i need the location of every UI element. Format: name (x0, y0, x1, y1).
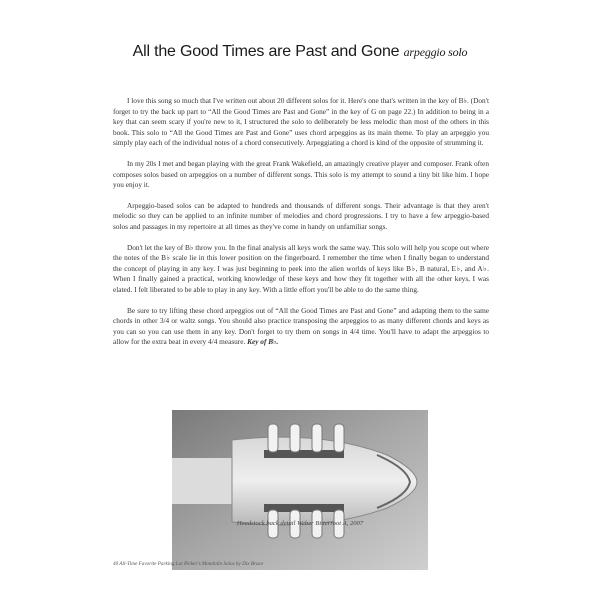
paragraph-5 (113, 306, 489, 348)
title-subtitle: arpeggio solo (403, 45, 468, 59)
paragraph-2: In my 20s I met and began playing with the great Frank Wakefield, an amazingly creative player and composer. Frank often composes solos based on arpeggios on a number of different songs. This solo is my attempt to sound a tiny bit like him. I hope you enjoy it. (113, 158, 489, 190)
headstock-photo (172, 410, 428, 570)
tuner-peg-icon (268, 424, 278, 452)
page-footer: 40 All-Time Favorite Parking Lot Picker's Mandolin Solos by Dix Bruce (113, 561, 264, 567)
page-title (0, 43, 600, 61)
tuner-peg-icon (312, 424, 322, 452)
paragraph-4: Don't let the key of B♭ throw you. In the final analysis all keys work the same way. This solo will help you scope out where the notes of the B♭ scale lie in this lower position on the fingerboard. I remember the time when I finally began to understand the concept of playing in any key. I was just beginning to peek into the alien worlds of keys like B♭, B natural, E♭, and A♭. When I finally gained a practical, working knowledge of these keys and how they fit together with all the other keys, I was elated. I felt liberated to be able to play in any key. With a little effort you'll be able to do the same thing. (113, 242, 489, 294)
paragraph-5-text: Be sure to try lifting these chord arpeggios out of “All the Good Times are Past and Gone” and adapting them to the same chords in other 3/4 or waltz songs. You should also practice transposing the arpeggios to as many different chords and keys as you can so you can use them in any key. Don't forget to try them on songs in 4/4 time. You'll have to adapt the arpeggios to allow for the extra beat in every 4/4 measure. (113, 305, 489, 347)
article-body (113, 96, 489, 358)
title-main: All the Good Times are Past and Gone (132, 43, 400, 60)
paragraph-3: Arpeggio-based solos can be adapted to hundreds and thousands of different songs. Their advantage is that they aren't melodic so they can be applied to an infinite number of melodies and chord progressions. I try to have a few arpeggio-based solos and passages in my repertoire at all times as they've come in handy on unfamiliar songs. (113, 200, 489, 231)
tuner-peg-icon (290, 424, 300, 452)
tuner-peg-icon (334, 424, 344, 452)
headstock-illustration (172, 410, 428, 570)
key-note: Key of B♭. (247, 337, 279, 347)
photo-caption: Headstock back detail Weber Bitterroot A, 2007 (236, 520, 364, 527)
paragraph-1: I love this song so much that I've written out about 20 different solos for it. Here's one that's written in the key of B♭. (Don't forget to try the back up part to “All the Good Times are Past and Gone” in the key of G on page 22.) In addition to being in a key that can seem scary if you're new to it, I structured the solo to deliberately be less melodic than most of the others in this book. This solo to “All the Good Times are Past and Gone” uses chord arpeggios as its main theme. To play an arpeggio you simply play each of the individual notes of a chord consecutively. Arpeggiating a chord is kind of the opposite of strumming it. (113, 96, 489, 148)
